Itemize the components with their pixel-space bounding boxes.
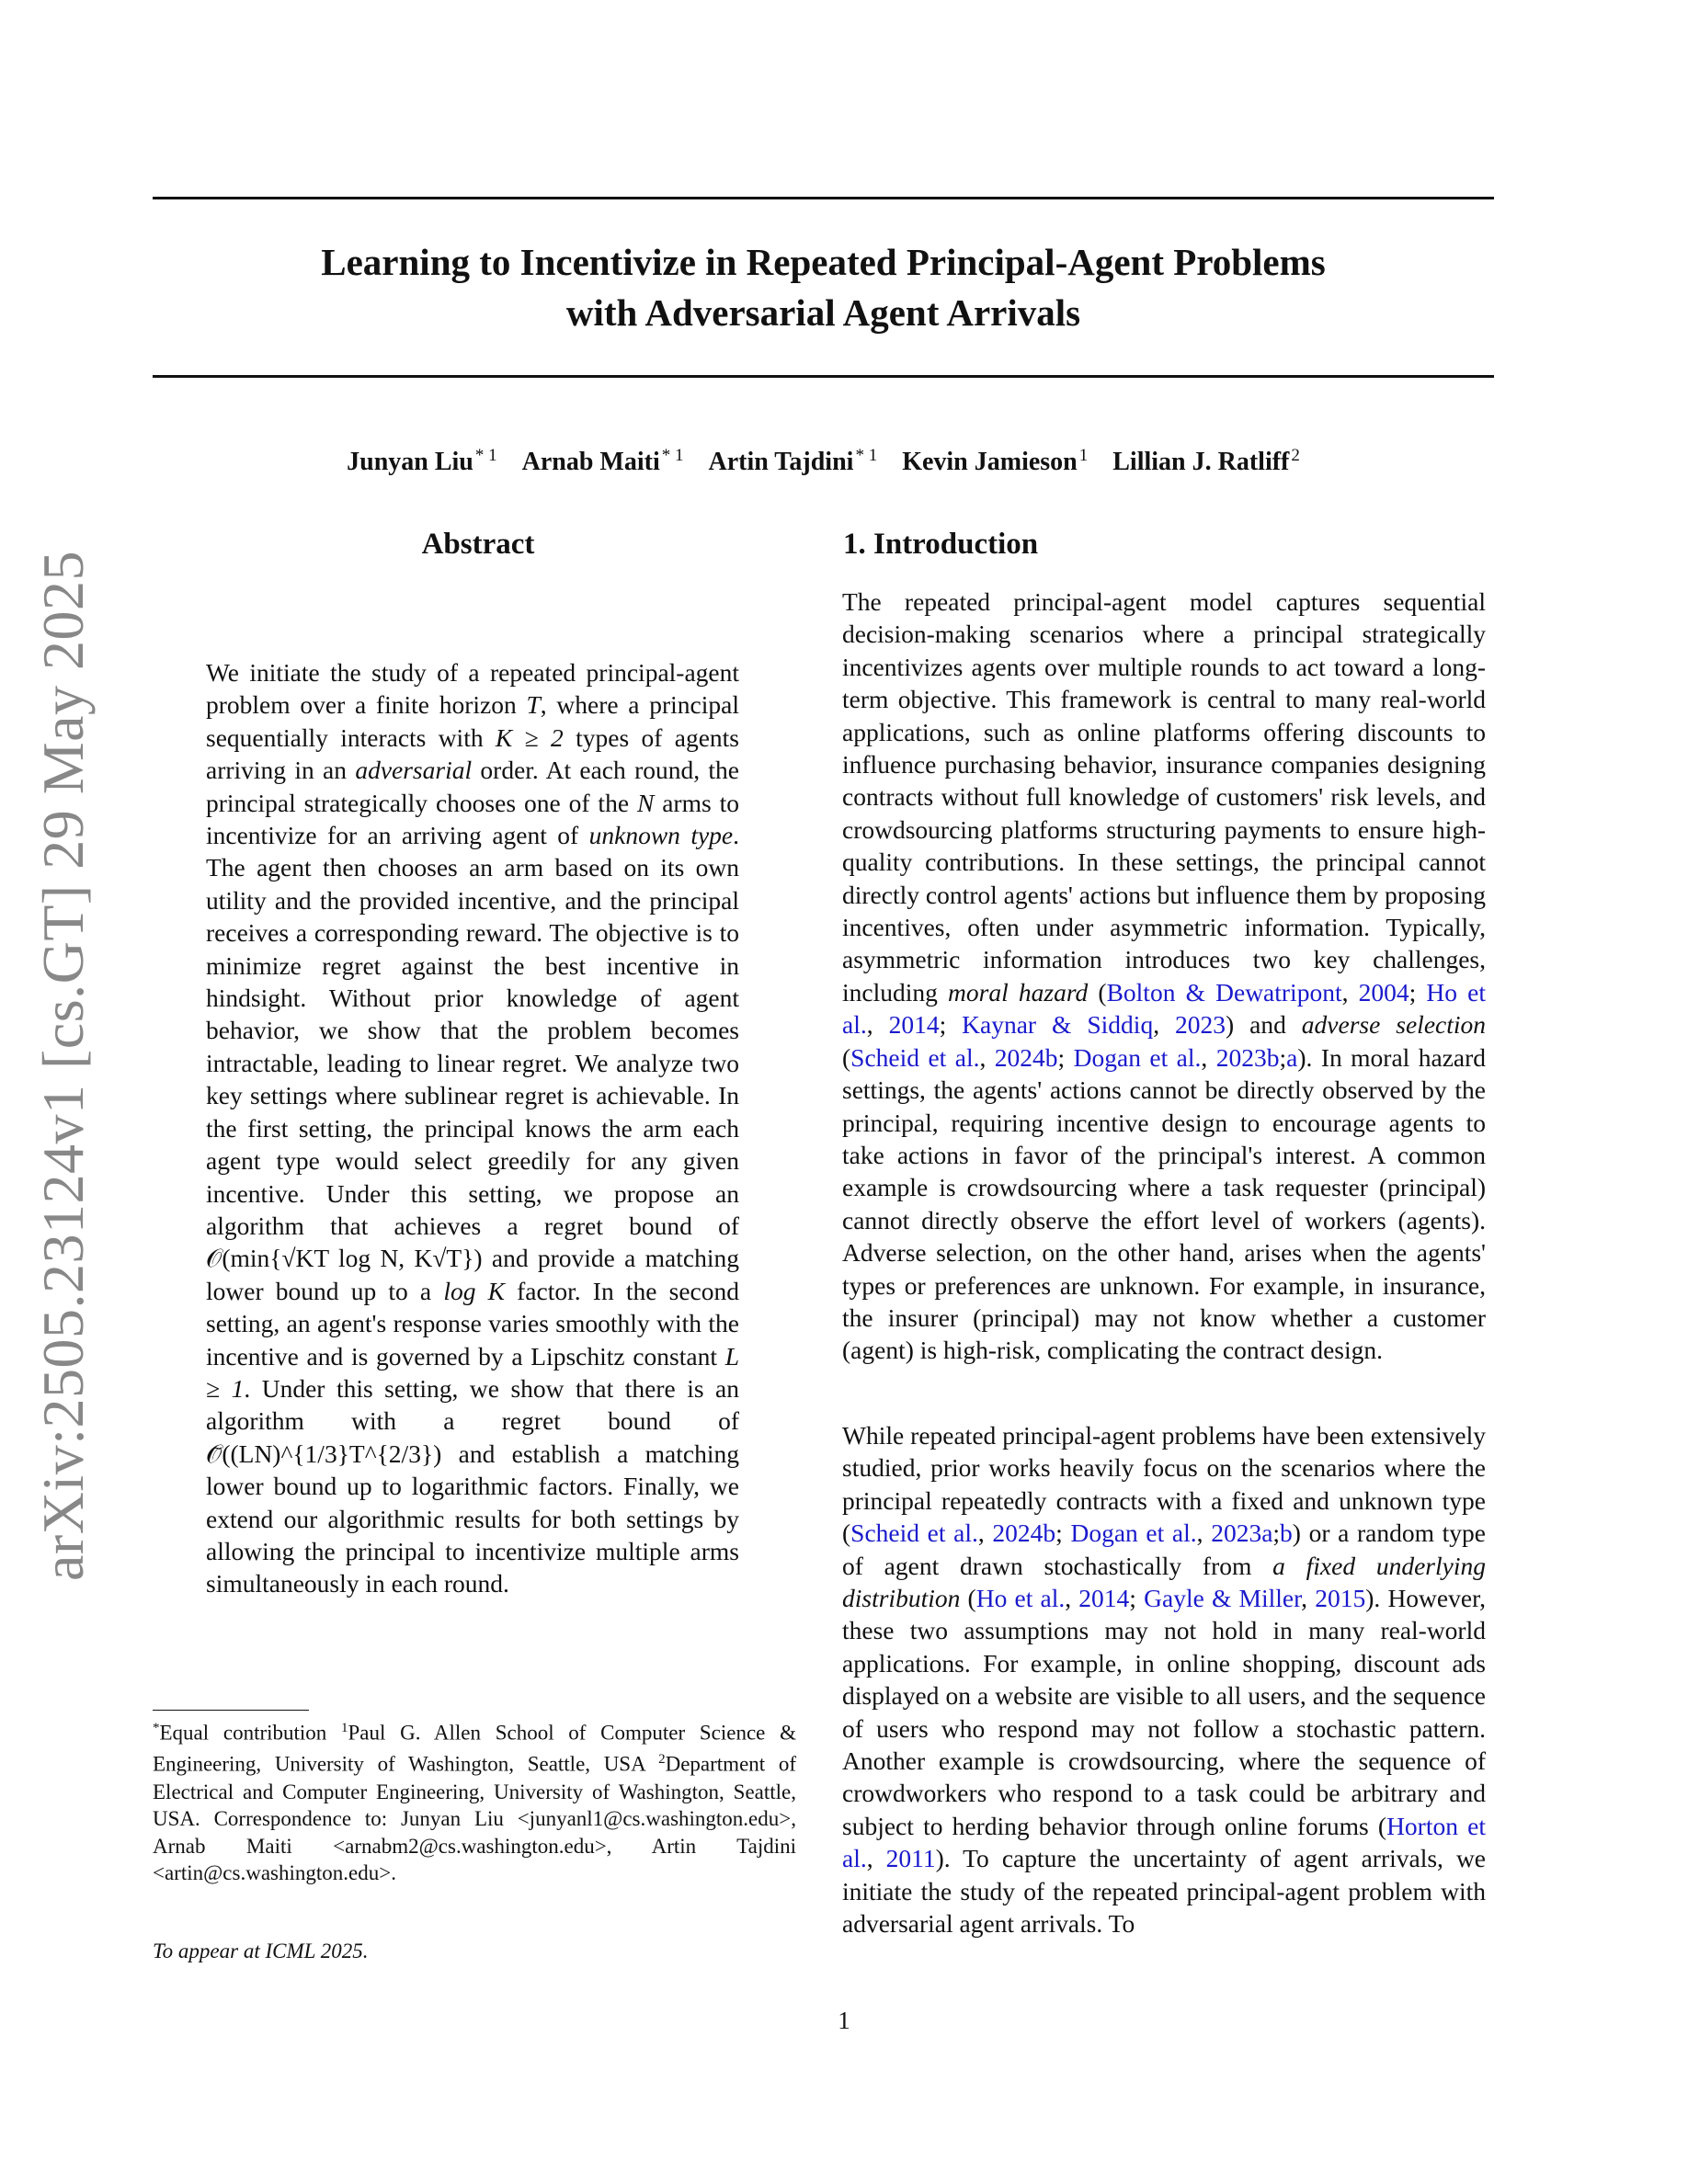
arxiv-identifier: arXiv:2505.23124v1 [cs.GT] 29 May 2025 — [30, 550, 96, 1581]
citation-link[interactable]: 2023 — [1175, 1010, 1226, 1040]
citation-link[interactable]: Dogan et al. — [1070, 1519, 1197, 1548]
citation-link[interactable]: Horton et al. — [842, 1811, 1486, 1873]
citation-link[interactable]: Gayle & Miller — [1144, 1584, 1302, 1613]
introduction-paragraph-1: The repeated principal-agent model captures sequential decision-making scenarios where a principal strategically incentivizes agents over multiple rounds to act toward a long-term objective. This framework is central to many real-world applications, such as online platforms offering discounts to influence purchasing behavior, insurance companies designing contracts without full knowledge of customers' risk levels, and crowdsourcing platforms structuring payments to ensure high-quality contributions. In these settings, the principal cannot directly control agents' actions but influence them by proposing incentives, often under asymmetric information. Typically, asymmetric information introduces two key challenges, including moral hazard (Bolton & Dewatripont, 2004; Ho et al., 2014; Kaynar & Siddiq, 2023) and adverse selection (Scheid et al., 2024b; Dogan et al., 2023b;a). In moral hazard settings, the agents' actions cannot be directly observed by the principal, requiring incentive design to encourage agents to take actions in favor of the principal's interest. A common example is crowdsourcing where a task requester (principal) cannot directly observe the effort level of workers (agents). Adverse selection, on the other hand, arises when the agents' types or preferences are unknown. For example, in insurance, the insurer (principal) may not know whether a customer (agent) is high-risk, complicating the contract design. — [842, 587, 1487, 1365]
author: Artin Tajdini $^{* 1}$ — [708, 446, 878, 477]
citation-link[interactable]: 2004 — [1358, 977, 1409, 1007]
citation-link[interactable]: Ho et al. — [842, 977, 1486, 1040]
page-number: 1 — [838, 2007, 850, 2034]
title-line-2: with Adversarial Agent Arrivals — [565, 291, 1081, 334]
citation-link[interactable]: Ho et al. — [975, 1584, 1066, 1613]
author: Arnab Maiti $^{* 1}$ — [521, 446, 684, 477]
abstract-text: We initiate the study of a repeated principal-agent problem over a finite horizon T, where a principal sequentially interacts with K ≥ 2 types of agents arriving in an adversarial order. At each round, the principal strategically chooses one of the N arms to incentivize for an arriving agent of unknown type. The agent then chooses an arm based on its own utility and the provided incentive, and the principal receives a corresponding reward. The objective is to minimize regret against the best incentive in hindsight. Without prior knowledge of agent behavior, we show that the problem becomes intractable, leading to linear regret. We analyze two key settings where sublinear regret is achievable. In the first setting, the principal knows the arm each agent type would select greedily for any given incentive. Under this setting, we propose an algorithm that achieves a regret bound of 𝒪(min{√KT log N, K√T}) and provide a matching lower bound up to a log K factor. In the second setting, an agent's response varies smoothly with the incentive and is governed by a Lipschitz constant L ≥ 1. Under this setting, we show that there is an algorithm with a regret bound of 𝒪̃((LN)^{1/3}T^{2/3}) and establish a matching lower bound up to logarithmic factors. Finally, we extend our algorithmic results for both settings by allowing the principal to incentivize multiple arms simultaneously in each round. — [206, 658, 739, 1598]
venue-note: To appear at ICML 2025. — [153, 1939, 369, 1962]
citation-link[interactable]: 2015 — [1315, 1584, 1366, 1613]
citation-link[interactable]: Kaynar & Siddiq — [962, 1010, 1154, 1040]
citation-link[interactable]: b — [1280, 1519, 1293, 1548]
citation-link[interactable]: 2024b — [994, 1042, 1058, 1072]
citation-link[interactable]: Dogan et al. — [1073, 1042, 1202, 1072]
title-bottom-rule — [153, 375, 1494, 378]
citation-link[interactable]: Scheid et al. — [850, 1042, 980, 1072]
title-top-rule — [153, 197, 1494, 199]
author-list — [153, 438, 1494, 481]
author: Junyan Liu $^{* 1}$ — [347, 446, 497, 477]
section-heading-introduction: 1. Introduction — [843, 528, 1039, 561]
footnote-affiliations: *Equal contribution $^1$Paul G. Allen School of Computer Science & Engineering, University of Washington, Seattle, USA $^2$Department of Electrical and Computer Engineering, University of Washington, Seattle, USA. Correspondence to: Junyan Liu <junyanl1@cs.washington.edu>, Arnab Maiti <arnabm2@cs.washington.edu>, Artin Tajdini <artin@cs.washington.edu>. — [153, 1721, 796, 1885]
citation-link[interactable]: Scheid et al. — [850, 1519, 978, 1548]
author: Lillian J. Ratliff $^2$ — [1112, 446, 1300, 477]
author: Kevin Jamieson $^1$ — [902, 446, 1089, 477]
citation-link[interactable]: Bolton & Dewatripont — [1106, 977, 1342, 1007]
citation-link[interactable]: 2011 — [885, 1844, 936, 1873]
paper-title — [153, 237, 1494, 338]
citation-link[interactable]: 2014 — [888, 1010, 940, 1040]
citation-link[interactable]: 2023b — [1215, 1042, 1280, 1072]
citation-link[interactable]: a — [1286, 1042, 1298, 1072]
title-line-1: Learning to Incentivize in Repeated Principal-Agent Problems — [321, 241, 1326, 283]
citation-link[interactable]: 2014 — [1078, 1584, 1130, 1613]
abstract-heading: Abstract — [421, 528, 535, 561]
introduction-paragraph-2: While repeated principal-agent problems have been extensively studied, prior works heavily focus on the scenarios where the principal repeatedly contracts with a fixed and unknown type (Scheid et al., 2024b; Dogan et al., 2023a;b) or a random type of agent drawn stochastically from a fixed underlying distribution (Ho et al., 2014; Gayle & Miller, 2015). However, these two assumptions may not hold in many real-world applications. For example, in online shopping, discount ads displayed on a website are visible to all users, and the sequence of users who respond may not follow a stochastic pattern. Another example is crowdsourcing, where the sequence of crowdworkers who respond to a task could be arbitrary and subject to herding behavior through online forums (Horton et al., 2011). To capture the uncertainty of agent arrivals, we initiate the study of the repeated principal-agent problem with adversarial agent arrivals. To — [842, 1421, 1487, 1939]
citation-link[interactable]: 2023a — [1211, 1519, 1273, 1548]
citation-link[interactable]: 2024b — [992, 1519, 1056, 1548]
footnote-rule — [153, 1710, 309, 1711]
